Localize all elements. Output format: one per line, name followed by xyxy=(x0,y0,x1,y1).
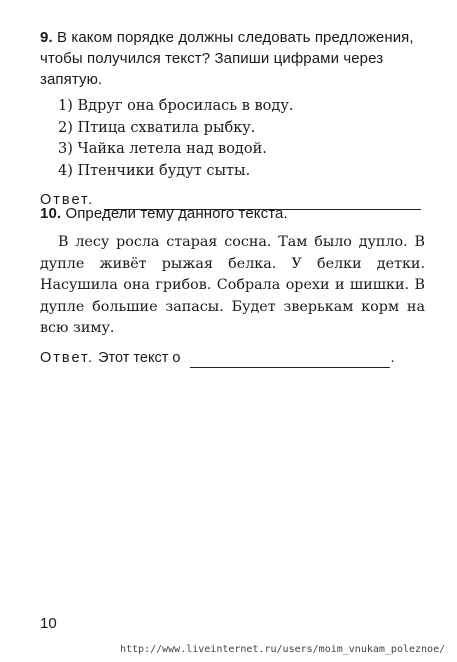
task-9-number: 9. xyxy=(40,29,53,46)
option-3: 3) Чайка летела над водой. xyxy=(58,141,267,157)
option-2: 2) Птица схватила рыбку. xyxy=(58,119,256,136)
task-9-answer-label: Ответ. xyxy=(40,192,95,208)
watermark-url: http://www.liveinternet.ru/users/moim_vnukam_poleznoe/ xyxy=(120,644,446,655)
task-9-heading xyxy=(40,27,425,90)
task-9 xyxy=(40,27,425,210)
task-9-prompt: В каком порядке должны следовать предложения, чтобы получился текст? Запиши цифрами через запятую. xyxy=(40,29,414,88)
task-10-number: 10. xyxy=(40,205,62,222)
task-10 xyxy=(40,203,425,368)
task-10-answer-line[interactable] xyxy=(190,353,390,368)
task-10-passage: В лесу росла старая сосна. Там было дупло. В дупле живёт рыжая белка. У белки детки. Насушила она грибов. Собрала орехи и шишки. В дупле большие запасы. Будет зверькам корм на всю зиму. xyxy=(40,234,425,336)
option-4: 4) Птенчики будут сыты. xyxy=(58,162,251,179)
task-10-answer-row xyxy=(40,348,425,368)
task-10-prompt: Определи тему данного текста. xyxy=(65,205,288,222)
page-number: 10 xyxy=(40,615,57,632)
option-1: 1) Вдруг она бросилась в воду. xyxy=(58,98,294,114)
task-10-answer-suffix: . xyxy=(390,349,395,366)
task-10-answer-label: Ответ. xyxy=(40,349,95,366)
task-10-heading xyxy=(40,203,425,224)
task-10-answer-prefix: Этот текст о xyxy=(98,349,181,366)
task-9-options xyxy=(40,96,425,182)
